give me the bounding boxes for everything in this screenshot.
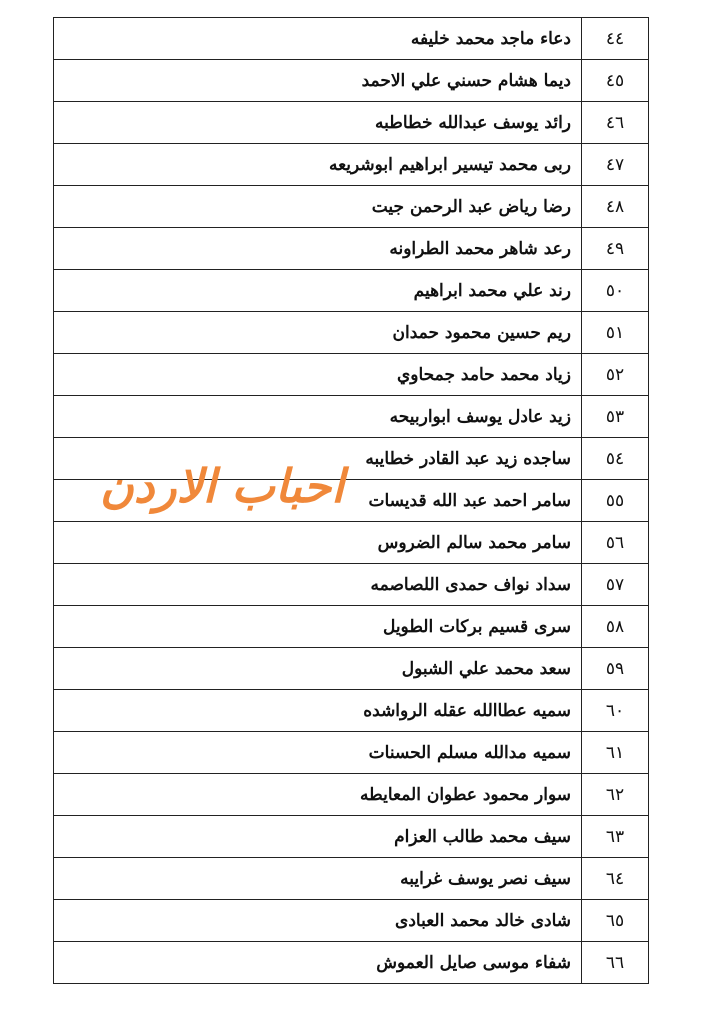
row-number: ٥٢ xyxy=(582,354,649,396)
row-name: رند علي محمد ابراهيم xyxy=(54,270,582,312)
table-row xyxy=(54,312,649,354)
table-row xyxy=(54,732,649,774)
row-name: دعاء ماجد محمد خليفه xyxy=(54,18,582,60)
row-number: ٥٤ xyxy=(582,438,649,480)
row-name: رائد يوسف عبدالله خطاطبه xyxy=(54,102,582,144)
row-name: سامر احمد عبد الله قديسات xyxy=(54,480,582,522)
row-number: ٥٦ xyxy=(582,522,649,564)
row-name: سوار محمود عطوان المعايطه xyxy=(54,774,582,816)
table-row xyxy=(54,690,649,732)
row-name: رعد شاهر محمد الطراونه xyxy=(54,228,582,270)
row-number: ٦٢ xyxy=(582,774,649,816)
table-row xyxy=(54,354,649,396)
table-row xyxy=(54,144,649,186)
row-number: ٥٩ xyxy=(582,648,649,690)
row-number: ٦٥ xyxy=(582,900,649,942)
table-row xyxy=(54,774,649,816)
table-row xyxy=(54,606,649,648)
row-name: سميه عطاالله عقله الرواشده xyxy=(54,690,582,732)
table-row xyxy=(54,396,649,438)
table-row xyxy=(54,18,649,60)
row-name: ساجده زيد عبد القادر خطايبه xyxy=(54,438,582,480)
row-number: ٥٥ xyxy=(582,480,649,522)
row-name: سيف محمد طالب العزام xyxy=(54,816,582,858)
row-name: زيد عادل يوسف ابواربيحه xyxy=(54,396,582,438)
row-name: زياد محمد حامد جمحاوي xyxy=(54,354,582,396)
table-row xyxy=(54,858,649,900)
row-number: ٥٠ xyxy=(582,270,649,312)
row-number: ٤٧ xyxy=(582,144,649,186)
row-number: ٤٤ xyxy=(582,18,649,60)
row-number: ٦٣ xyxy=(582,816,649,858)
row-name: شفاء موسى صايل العموش xyxy=(54,942,582,984)
row-name: ريم حسين محمود حمدان xyxy=(54,312,582,354)
table-row xyxy=(54,942,649,984)
table-row xyxy=(54,564,649,606)
table-row xyxy=(54,522,649,564)
row-number: ٥٣ xyxy=(582,396,649,438)
row-name: سيف نصر يوسف غرايبه xyxy=(54,858,582,900)
name-list-table xyxy=(53,17,649,984)
table-row xyxy=(54,648,649,690)
table-row xyxy=(54,816,649,858)
row-name: سرى قسيم بركات الطويل xyxy=(54,606,582,648)
table-row xyxy=(54,438,649,480)
row-name: سداد نواف حمدى اللصاصمه xyxy=(54,564,582,606)
row-number: ٤٩ xyxy=(582,228,649,270)
row-name: ديما هشام حسني علي الاحمد xyxy=(54,60,582,102)
table-body xyxy=(54,18,649,984)
table-row xyxy=(54,60,649,102)
row-number: ٥٧ xyxy=(582,564,649,606)
watermark-text: احباب الاردن xyxy=(100,459,344,513)
row-number: ٦٦ xyxy=(582,942,649,984)
table-row xyxy=(54,900,649,942)
table-row xyxy=(54,480,649,522)
row-number: ٤٦ xyxy=(582,102,649,144)
row-number: ٥٨ xyxy=(582,606,649,648)
row-number: ٦١ xyxy=(582,732,649,774)
row-name: سامر محمد سالم الضروس xyxy=(54,522,582,564)
table-row xyxy=(54,102,649,144)
row-name: شادى خالد محمد العبادى xyxy=(54,900,582,942)
row-number: ٥١ xyxy=(582,312,649,354)
row-name: رضا رياض عبد الرحمن جيت xyxy=(54,186,582,228)
row-name: سميه مدالله مسلم الحسنات xyxy=(54,732,582,774)
table-row xyxy=(54,186,649,228)
row-name: سعد محمد علي الشبول xyxy=(54,648,582,690)
row-number: ٦٠ xyxy=(582,690,649,732)
row-number: ٤٨ xyxy=(582,186,649,228)
row-name: ربى محمد تيسير ابراهيم ابوشريعه xyxy=(54,144,582,186)
table-row xyxy=(54,228,649,270)
row-number: ٦٤ xyxy=(582,858,649,900)
row-number: ٤٥ xyxy=(582,60,649,102)
table-row xyxy=(54,270,649,312)
